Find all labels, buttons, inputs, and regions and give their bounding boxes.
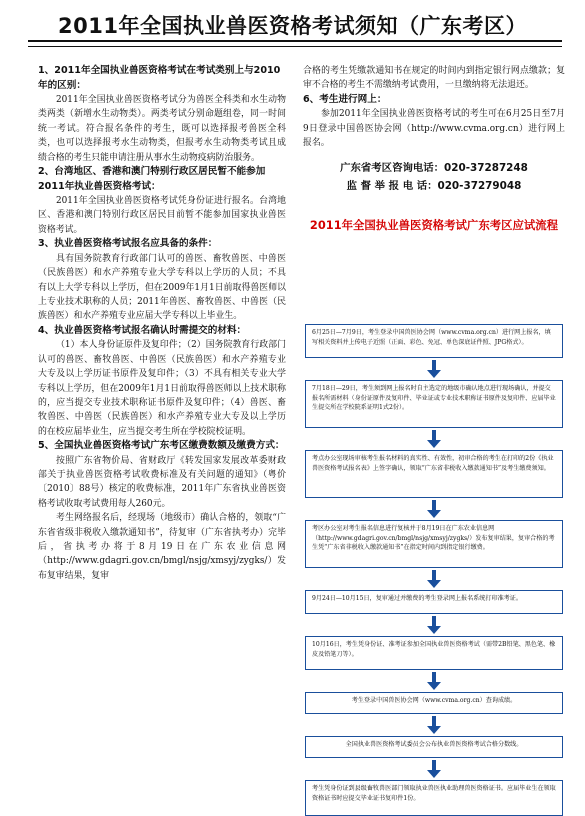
- flow-step-6: 10月16日，考生凭身份证、准考证参加全国执业兽医资格考试（需带2B铅笔、黑色笔、橡皮及铅笔刀等）。: [305, 636, 563, 670]
- section-6-body: 参加2011年全国执业兽医资格考试的考生可在6月25日至7月9日登录中国兽医协会网（http://www.cvma.org.cn）进行网上报名。: [303, 109, 565, 149]
- left-column: [38, 64, 286, 583]
- flow-arrow-3: [427, 500, 441, 518]
- section-5-body-continued: 合格的考生凭缴款通知书在规定的时间内到指定银行网点缴款；复审不合格的考生不需缴纳考试费用，一旦缴纳将无法退还。: [303, 66, 565, 91]
- title-rule-top: [28, 40, 562, 42]
- section-2-body: 2011年全国执业兽医资格考试凭身份证进行报名。台湾地区、香港和澳门特别行政区居民目前暂不能参加国家执业兽医资格考试。: [38, 196, 286, 235]
- flowchart-title: 2011年全国执业兽医资格考试广东考区应试流程: [309, 217, 559, 232]
- page-title: 2011年全国执业兽医资格考试须知（广东考区）: [58, 14, 527, 38]
- section-5-body-1: 按照广东省物价局、省财政厅《转发国家发展改革委财政部关于执业兽医资格考试收费标准及有关问题的通知》（粤价〔2010〕88号）核定的收费标准，2011年广东省执业兽医资格考试收取考试费用每人260元。: [38, 455, 286, 509]
- section-1-body: 2011年全国执业兽医资格考试分为兽医全科类和水生动物类两类（新增水生动物类）。两类考试分别命题组卷，同一时间统一考试。符合报名条件的考生，既可以选择报考兽医全科类，也可以选择报考水生动物类，但报考水生动物类考试且成绩合格的考生只能申请注册从事水生动物疫病防治服务。: [38, 95, 286, 163]
- hotline-consult: 广东省考区咨询电话：020-37287248: [340, 161, 528, 174]
- flow-arrow-5: [427, 616, 441, 634]
- flow-step-1: 6月25日—7月9日，考生登录中国兽医协会网（www.cvma.org.cn）进行网上报名，填写相关资料并上传电子近照（正面、彩色、免冠、单色深底证件照、JPG格式）。: [305, 324, 563, 358]
- flow-step-4: 考区办公室对考生报名信息进行复核并于8月19日在广东农业信息网（http://www.gdagri.gov.cn/bmgl/nsjg/xmsyj/zygks/）发布复审结果，复审合格的考生凭“广东省非税收入缴款通知书”在指定时间内到指定银行缴费。: [305, 520, 563, 568]
- right-column: [303, 64, 565, 233]
- hotline-report: 监 督 举 报 电 话：020-37279048: [346, 179, 522, 192]
- flow-arrow-7: [427, 716, 441, 734]
- section-2-heading: 2、台湾地区、香港和澳门特别行政区居民暂不能参加2011年执业兽医资格考试：: [38, 166, 266, 192]
- flow-step-8: 全国执业兽医资格考试委员会公布执业兽医资格考试合格分数线。: [305, 736, 563, 758]
- flow-arrow-4: [427, 570, 441, 588]
- flow-step-5: 9月24日—10月15日，复审通过并缴费的考生登录网上报名系统打印准考证。: [305, 590, 563, 614]
- section-4-heading: 4、执业兽医资格考试报名确认时需提交的材料：: [38, 324, 247, 336]
- title-rule-bottom: [28, 46, 562, 47]
- section-1-heading: 1、2011年全国执业兽医资格考试在考试类别上与2010年的区别：: [38, 65, 281, 91]
- flow-step-9: 考生凭身份证到县级畜牧兽医部门领取执业兽医执业助理兽医资格证书。应届毕业生在领取资格证书时应提交毕业证书复印件1份。: [305, 780, 563, 816]
- section-6-heading: 6、考生进行网上：: [303, 93, 387, 105]
- section-5-body-2: 考生网络报名后，经现场（地级市）确认合格的，领取“广东省省级非税收入缴款通知书”，待复审（广东省执考办）完毕后，省执考办将于8月19日在广东农业信息网（http://www.gdagri.gov.cn/bmgl/nsjg/xmsyj/zygks/）发布复审结果，复审: [38, 513, 286, 581]
- section-4-body: （1）本人身份证原件及复印件；（2）国务院教育行政部门认可的兽医、畜牧兽医、中兽医（民族兽医）和水产养殖专业大专及以上学历证书原件及复印件；（3）不具有相关专业大学专科以上学历，但在2009年1月1日前取得兽医师以上技术职称的，应当提交专业技术职称证书原件及复印件；（4）兽医、畜牧兽医、中兽医（民族兽医）和水产养殖专业大专及以上学历的在校应届毕业生，应当提交考生所在学校院校证明。: [38, 340, 286, 437]
- flow-arrow-8: [427, 760, 441, 778]
- flow-arrow-6: [427, 672, 441, 690]
- section-5-heading: 5、全国执业兽医资格考试广东考区缴费数额及缴费方式：: [38, 440, 285, 452]
- flow-step-3: 考点办公室现场审核考生报名材料的真实性、有效性，初审合格的考生在打印的2份《执业兽医资格考试报名表》上签字确认，领取“广东省非税收入缴款通知书”及考生缴费须知。: [305, 450, 563, 498]
- flow-step-7: 考生登录中国兽医协会网（www.cvma.org.cn）查询成绩。: [305, 692, 563, 714]
- section-3-heading: 3、执业兽医资格考试报名应具备的条件：: [38, 238, 218, 250]
- flow-arrow-2: [427, 430, 441, 448]
- section-3-body: 具有国务院教育行政部门认可的兽医、畜牧兽医、中兽医（民族兽医）和水产养殖专业大学专科以上学历的人员；不具有以上大学专科以上学历，但在2009年1月1日前取得兽医师以上专业技术职称的人员；2011年兽医、畜牧兽医、中兽医（民族兽医）和水产养殖专业应届大学专科以上毕业生。: [38, 253, 286, 322]
- flow-arrow-1: [427, 360, 441, 378]
- flow-step-2: 7月18日—29日，考生须到网上报名时自主选定的地级市确认地点进行现场确认，并提交报名所需材料（身份证原件及复印件、毕业证或专业技术职称证书原件及复印件、应届毕业生提交所在学校院系证明1式2份）。: [305, 380, 563, 428]
